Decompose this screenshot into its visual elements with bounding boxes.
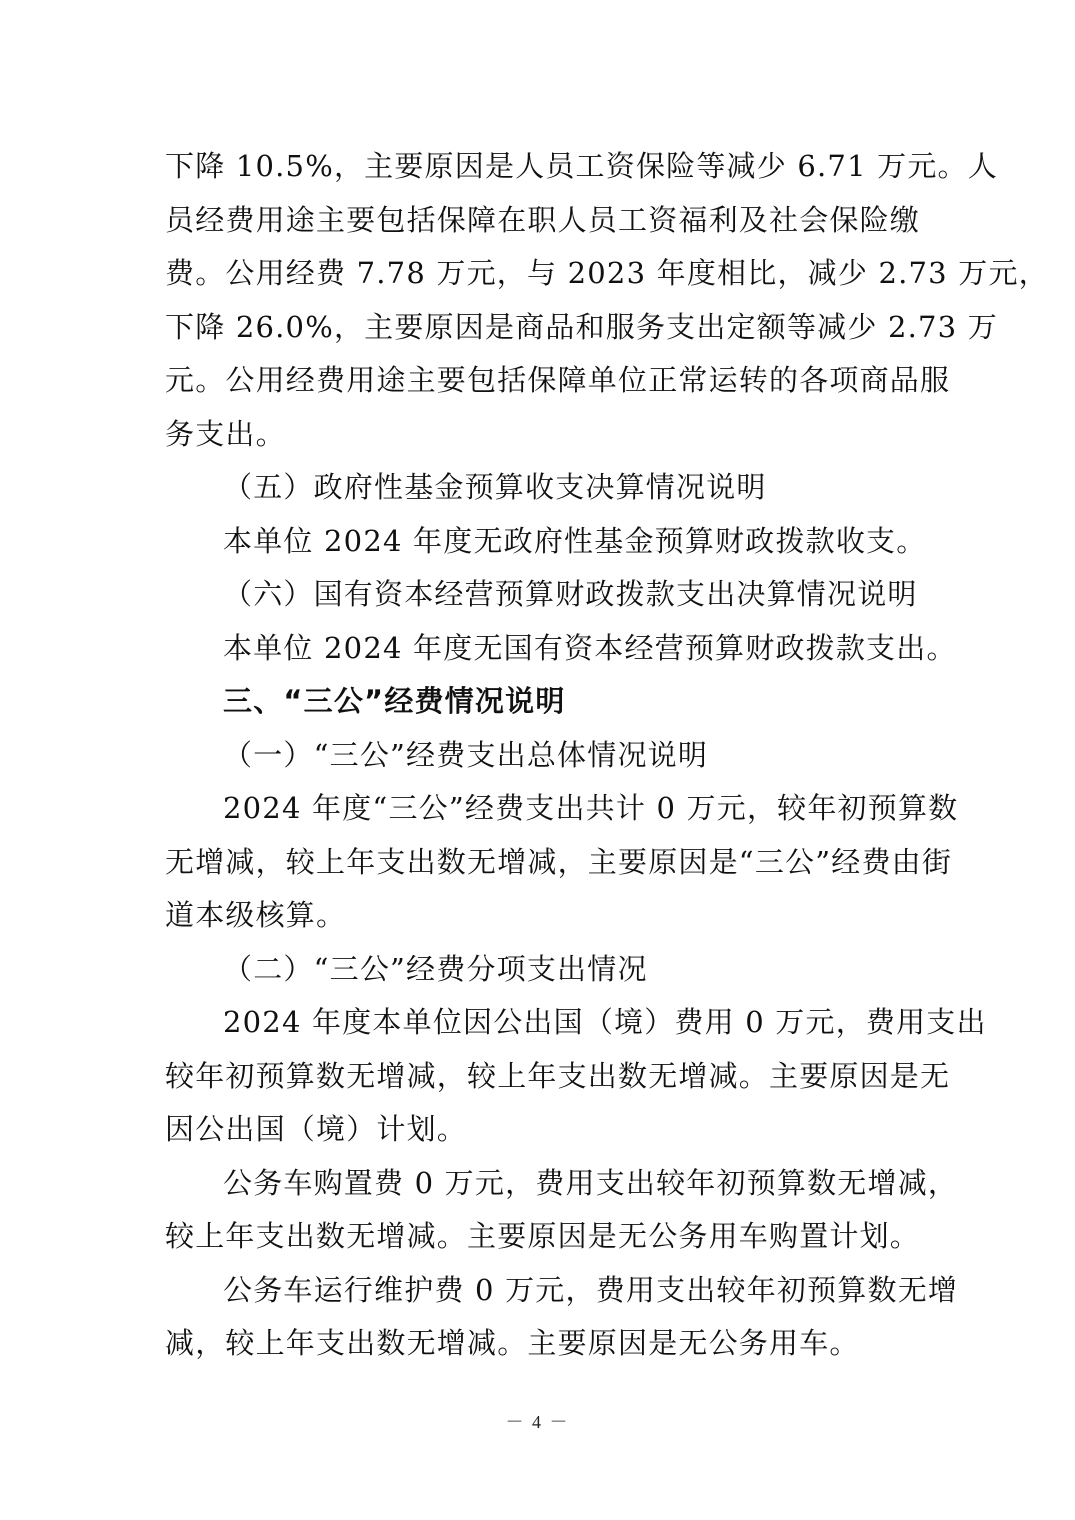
text-line: 下降 26.0%，主要原因是商品和服务支出定额等减少 2.73 万 bbox=[165, 309, 998, 344]
section-heading-three-public-expenses: 三、“三公”经费情况说明 bbox=[223, 684, 566, 718]
text-line: 较上年支出数无增减。主要原因是无公务用车购置计划。 bbox=[165, 1219, 921, 1253]
paragraph-vehicle-purchase bbox=[165, 1157, 959, 1264]
text-line: 公务车购置费 0 万元，费用支出较年初预算数无增减， bbox=[223, 1165, 959, 1200]
sub-heading-itemized: （二）“三公”经费分项支出情况 bbox=[223, 951, 648, 986]
paragraph-abroad-expenses bbox=[165, 996, 987, 1157]
document-page bbox=[165, 140, 1049, 1371]
text-line: 下降 10.5%，主要原因是人员工资保险等减少 6.71 万元。人 bbox=[165, 149, 998, 183]
paragraph-state-capital-budget: 本单位 2024 年度无国有资本经营预算财政拨款支出。 bbox=[223, 630, 957, 665]
text-line: 较年初预算数无增减，较上年支出数无增减。主要原因是无 bbox=[165, 1058, 951, 1093]
heading-state-capital-budget: （六）国有资本经营预算财政拨款支出决算情况说明 bbox=[223, 577, 918, 611]
heading-government-fund-budget: （五）政府性基金预算收支决算情况说明 bbox=[223, 470, 767, 504]
paragraph-government-fund-budget: 本单位 2024 年度无政府性基金预算财政拨款收支。 bbox=[223, 523, 927, 558]
paragraph-vehicle-maintenance bbox=[165, 1264, 959, 1371]
text-line: 减，较上年支出数无增减。主要原因是无公务用车。 bbox=[165, 1326, 860, 1360]
text-line: 道本级核算。 bbox=[165, 898, 347, 932]
text-line: 务支出。 bbox=[165, 416, 286, 451]
sub-heading-overall: （一）“三公”经费支出总体情况说明 bbox=[223, 737, 709, 772]
paragraph-personnel-public-funds bbox=[165, 140, 1049, 461]
text-line: 公务车运行维护费 0 万元，费用支出较年初预算数无增 bbox=[223, 1272, 959, 1307]
page-number: － 4 － bbox=[505, 1412, 570, 1432]
paragraph-overall bbox=[165, 782, 959, 943]
text-line: 2024 年度本单位因公出国（境）费用 0 万元，费用支出 bbox=[223, 1005, 987, 1039]
text-line: 因公出国（境）计划。 bbox=[165, 1112, 468, 1146]
text-line: 元。公用经费用途主要包括保障单位正常运转的各项商品服 bbox=[165, 363, 951, 397]
text-line: 无增减，较上年支出数无增减，主要原因是“三公”经费由街 bbox=[165, 844, 953, 879]
text-line: 员经费用途主要包括保障在职人员工资福利及社会保险缴 bbox=[165, 202, 921, 237]
text-line: 2024 年度“三公”经费支出共计 0 万元，较年初预算数 bbox=[223, 791, 959, 825]
text-line: 费。公用经费 7.78 万元，与 2023 年度相比，减少 2.73 万元， bbox=[165, 256, 1049, 290]
